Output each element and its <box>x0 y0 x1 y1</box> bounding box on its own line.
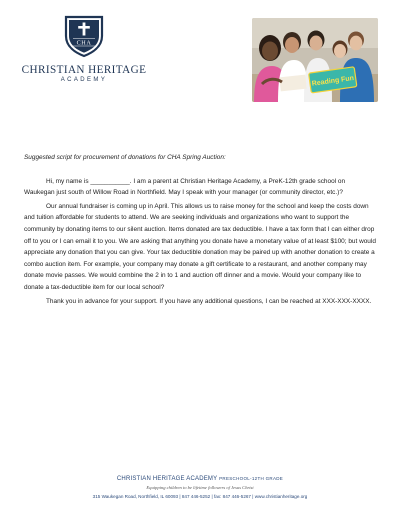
logo-subtitle: ACADEMY <box>60 77 108 83</box>
letter-body <box>24 152 376 307</box>
footer-school-line <box>0 476 400 482</box>
footer-school-name: CHRISTIAN HERITAGE ACADEMY <box>116 476 218 482</box>
school-logo <box>18 14 150 83</box>
shield-crest-icon <box>62 14 106 58</box>
footer-tagline: Equipping children to be lifetime followers of Jesus Christ <box>146 485 254 490</box>
photo-sign-text: Reading Fun <box>311 74 355 88</box>
paragraph-intro: Hi, my name is ___________. I am a parent at Christian Heritage Academy, a PreK-12th grade school on Waukegan just south of Willow Road in Northfield. May I speak with your manager (or community director, etc.)? <box>24 177 346 197</box>
paragraph-thanks: Thank you in advance for your support. If you have any additional questions, I can be reached at XXX-XXX-XXXX. <box>46 297 372 305</box>
paragraph-fundraiser: Our annual fundraiser is coming up in April. This allows us to raise money for the school and keep the costs down and tuition affordable for students to attend. We are seeking individuals and organizations who want to support the community by donating items to our silent auction. Items donated are tax deductible. I have a tax form that I can either drop off to you or I can email it to you. We are asking that anything you donate have a monetary value of at least $100; but would appreciate any donation that you can give. Your tax deductible donation may be paired up with another donation to create a combo auction item. For example, your company may donate a gift certificate to a restaurant, and another company may donate movie passes. We would combine the 2 in to 1 and auction off dinner and a movie. Would your company like to donate a tax-deductible item for our local school? <box>24 202 376 291</box>
footer <box>0 476 400 499</box>
children-reading-illustration <box>252 18 378 102</box>
footer-grade: PRESCHOOL-12TH GRADE <box>219 476 284 481</box>
children-reading-photo <box>252 18 378 102</box>
shield-monogram: CHA <box>76 39 92 47</box>
logo-name: CHRISTIAN HERITAGE <box>21 64 147 76</box>
letter-heading: Suggested script for procurement of donations for CHA Spring Auction: <box>24 154 226 161</box>
footer-address: 315 Waukegan Road, Northfield, IL 60093 | 847 446-5252 | fax: 847 446-5267 | www.christianheritage.org <box>92 494 308 499</box>
